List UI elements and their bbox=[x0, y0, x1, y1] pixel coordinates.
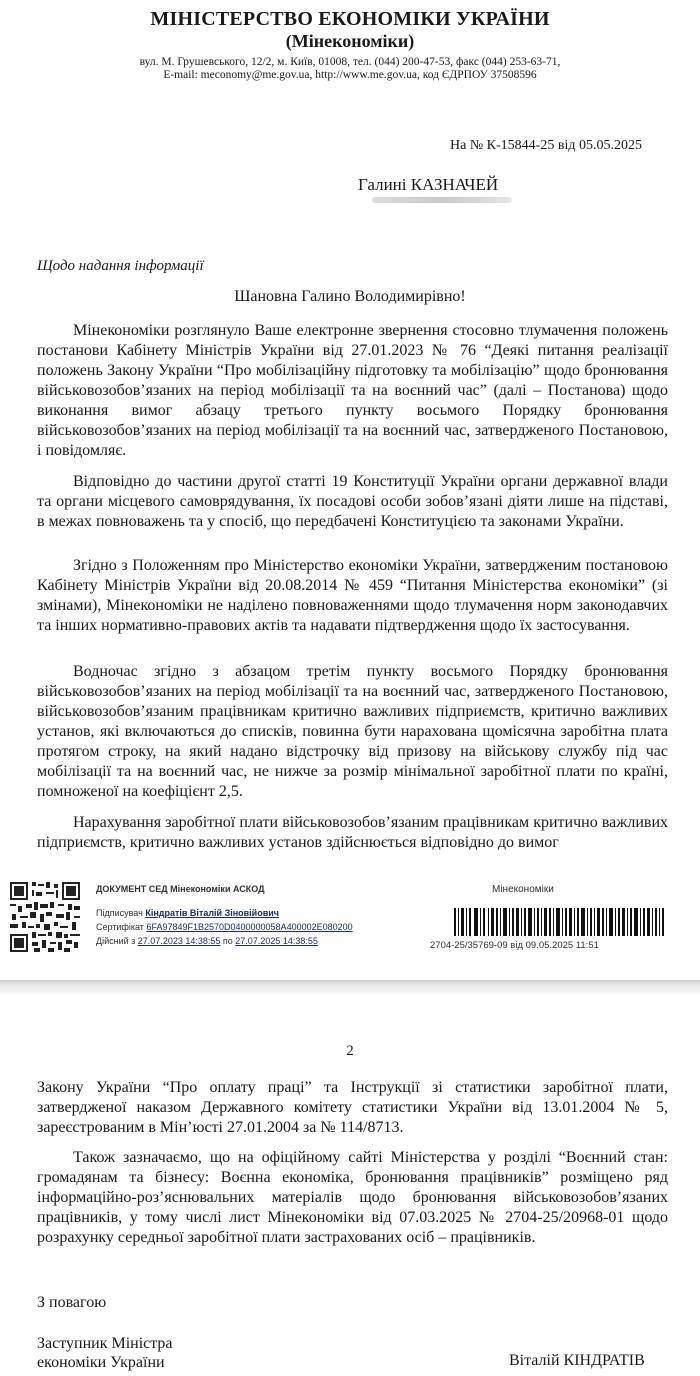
closing: З повагою bbox=[37, 1294, 107, 1311]
qr-code-icon bbox=[8, 880, 82, 954]
paragraph-1: Мінекономіки розглянуло Ваше електронне звернення стосовно тлумачення положень постанови Кабінету Міністрів України від 27.01.2023 № 76 “Деякі питання реалізації положень Закону України “Про мобілізаційну підготовку та мобілізацію” щодо бронювання військовозобов’язаних на період мобілізації та на воєнний час” (далі – Постанова) щодо виконання вимог абзацу третього пункту восьмого Порядку бронювання військовозобов’язаних на період мобілізації та на воєнний час, затвердженого Постановою, і повідомляє. bbox=[37, 322, 668, 459]
signatory-title-line-1: Заступник Міністра bbox=[37, 1335, 173, 1352]
stamp-doc-title: ДОКУМЕНТ СЕД Мінекономіки АСКОД bbox=[96, 884, 265, 894]
stamp-org: Мінекономіки bbox=[492, 884, 554, 895]
cert-label: Сертифікат bbox=[96, 922, 144, 932]
valid-label: Дійсний з bbox=[96, 936, 136, 946]
stamp-valid-row bbox=[96, 936, 318, 946]
stamp-cert-row bbox=[96, 922, 353, 932]
redacted-address bbox=[372, 197, 512, 203]
paragraph-3: Згідно з Положенням про Міністерство економіки України, затвердженим постановою Кабінету Міністрів України від 20.08.2014 № 459 “Питання Міністерства економіки” (зі змінами), Мінекономіки не наділено повноваженнями щодо тлумачення норм законодавчих та інших нормативно-правових актів та надавати підтвердження щодо їх застосування. bbox=[37, 557, 668, 634]
signer-label: Підписувач bbox=[96, 908, 143, 918]
reference-number: На № К-15844-25 від 05.05.2025 bbox=[450, 138, 642, 153]
stamp-reg-number: 2704-25/35769-09 від 09.05.2025 11:51 bbox=[430, 940, 599, 951]
salutation: Шановна Галино Володимирівно! bbox=[234, 288, 466, 305]
paragraph-5: Нарахування заробітної плати військовозобов’язаним працівникам критично важливих підприємств, критично важливих установ здійснюється відповідно до вимог bbox=[37, 814, 668, 851]
stamp-signer-row bbox=[96, 908, 279, 918]
page-separator bbox=[0, 980, 700, 994]
cert-value: 6FA97849F1B2570D0400000058A400002E080200 bbox=[146, 922, 353, 932]
address-line-1: вул. М. Грушевського, 12/2, м. Київ, 01008, тел. (044) 200-47-53, факс (044) 253-63-71, bbox=[139, 56, 561, 68]
paragraph-6: Закону України “Про оплату праці” та Інструкції зі статистики заробітної плати, затвердженої наказом Державного комітету статистики України від 13.01.2004 № 5, зареєстрованим в Мін’юсті 27.01.2004 за № 114/8713. bbox=[37, 1079, 668, 1136]
valid-to: 27.07.2025 14:38:55 bbox=[235, 936, 318, 946]
valid-to-label: по bbox=[222, 936, 233, 946]
ministry-short-name: (Мінекономіки) bbox=[285, 31, 415, 51]
signatory-name: Віталій КІНДРАТІВ bbox=[509, 1352, 645, 1369]
ministry-name: МІНІСТЕРСТВО ЕКОНОМІКИ УКРАЇНИ bbox=[150, 8, 550, 30]
page-number: 2 bbox=[346, 1043, 354, 1059]
signer-name: Кіндратів Віталій Зіновійович bbox=[145, 908, 280, 918]
paragraph-7: Також зазначаємо, що на офіційному сайті Міністерства у розділі “Воєнний стан: громадянам та бізнесу: Воєнна економіка, бронювання працівників” розміщено ряд інформаційно-роз’яснювальних матеріалів щодо бронювання військовозобов’язаних працівників, у тому числі лист Мінекономіки від 07.03.2025 № 2704-25/20968-01 щодо розрахунку середньої заробітної плати застрахованих осіб – працівників. bbox=[37, 1149, 668, 1246]
address-line-2: E-mail: meconomy@me.gov.ua, http://www.me.gov.ua, код ЄДРПОУ 37508596 bbox=[163, 69, 537, 81]
subject-line: Щодо надання інформації bbox=[37, 258, 204, 274]
e-signature-stamp bbox=[8, 876, 692, 968]
signatory-title-line-2: економіки України bbox=[37, 1354, 165, 1371]
barcode-icon bbox=[454, 908, 664, 936]
valid-from: 27.07.2023 14:38:55 bbox=[137, 936, 221, 946]
paragraph-4: Водночас згідно з абзацом третім пункту восьмого Порядку бронювання військовозобов’язаних на період мобілізації та на воєнний час, затвердженого Постановою, військовозобов’язаним працівникам критично важливих підприємств, критично важливих установ, які включаються до списків, повинна бути нарахована щомісячна заробітна плата протягом строку, на який надано відстрочку від призову на військову службу під час мобілізації та на воєнний час, не нижче за розмір мінімальної заробітної плати по країні, помноженої на коефіцієнт 2,5. bbox=[37, 663, 668, 800]
paragraph-2: Відповідно до частини другої статті 19 Конституції України органи державної влади та органи місцевого самоврядування, їх посадові особи зобов’язані діяти лише на підставі, в межах повноважень та у спосіб, що передбачені Конституцією та законами України. bbox=[37, 473, 668, 530]
addressee: Галині КАЗНАЧЕЙ bbox=[358, 175, 499, 194]
